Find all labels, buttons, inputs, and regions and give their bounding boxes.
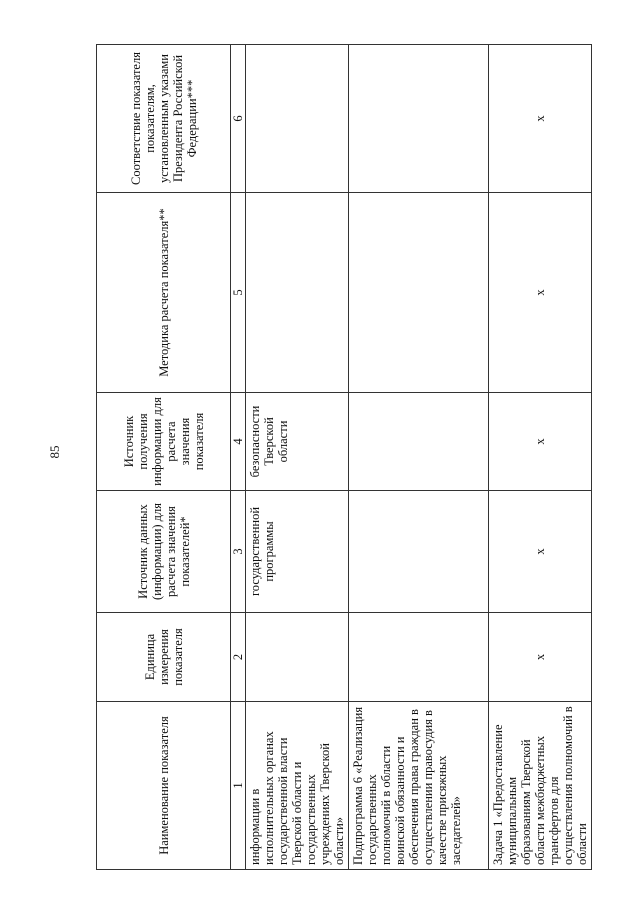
header-data-source: Источник данных (информации) для расчета значения показателей* <box>97 491 231 613</box>
cell-method: х <box>489 193 592 393</box>
table-header-row <box>97 45 231 870</box>
column-number: 5 <box>231 193 246 393</box>
cell-info-source: х <box>489 393 592 491</box>
column-number: 6 <box>231 45 246 193</box>
table-row <box>349 45 489 870</box>
column-number: 1 <box>231 702 246 870</box>
column-number-row <box>231 45 246 870</box>
header-compliance: Соответствие показателя показателям, установленным указами Президента Российской Федерации*** <box>97 45 231 193</box>
cell-indicator-name: Задача 1 «Предоставление муниципальным образованиям Тверской области межбюджетных трансфертов для осуществления полномочий в области <box>489 702 592 870</box>
cell-unit <box>246 613 349 702</box>
header-indicator-name: Наименование показателя <box>97 702 231 870</box>
header-info-source: Источник получения информации для расчета значения показателя <box>97 393 231 491</box>
cell-indicator-name: информации в исполнительных органах государственной власти Тверской области и государственных учреждениях Тверской области» <box>246 702 349 870</box>
page-number: 85 <box>47 445 62 459</box>
cell-method <box>246 193 349 393</box>
cell-info-source <box>349 393 489 491</box>
column-number: 3 <box>231 491 246 613</box>
cell-unit <box>349 613 489 702</box>
cell-compliance <box>246 45 349 193</box>
indicators-table <box>96 44 592 870</box>
table-row <box>489 45 592 870</box>
cell-compliance <box>349 45 489 193</box>
column-number: 2 <box>231 613 246 702</box>
header-unit: Единица измерения показателя <box>97 613 231 702</box>
cell-data-source: государственной программы <box>246 491 349 613</box>
cell-data-source <box>349 491 489 613</box>
header-method: Методика расчета показателя** <box>97 193 231 393</box>
cell-compliance: х <box>489 45 592 193</box>
cell-unit: х <box>489 613 592 702</box>
table-row <box>246 45 349 870</box>
rotated-table-container <box>96 45 589 870</box>
cell-info-source: безопасности Тверской области <box>246 393 349 491</box>
cell-method <box>349 193 489 393</box>
cell-indicator-name: Подпрограмма 6 «Реализация государственных полномочий в области воинской обязанности и обеспечения права граждан в осуществлении правосудия в качестве присяжных заседателей» <box>349 702 489 870</box>
cell-data-source: х <box>489 491 592 613</box>
column-number: 4 <box>231 393 246 491</box>
